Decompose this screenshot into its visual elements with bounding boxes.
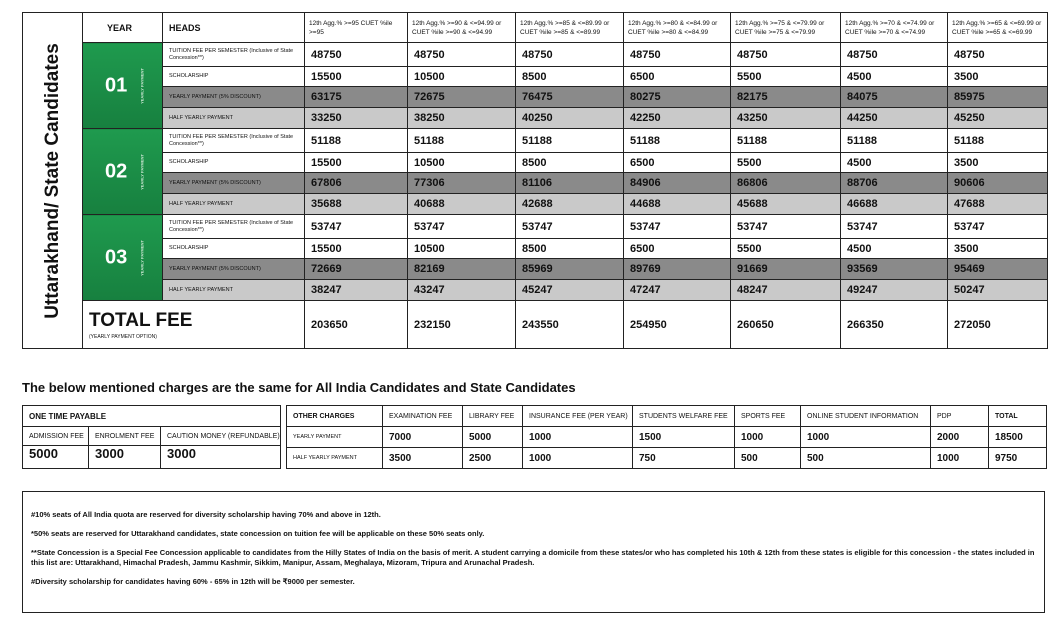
fee-value: 51188 [408, 129, 516, 153]
side-label-cell [23, 13, 83, 349]
total-fee-value: 266350 [841, 301, 948, 349]
fee-head-label: TUITION FEE PER SEMESTER (Inclusive of State Concession**) [163, 43, 305, 67]
caution-money-label: CAUTION MONEY (REFUNDABLE) [161, 427, 281, 446]
fee-value: 44250 [841, 108, 948, 129]
other-charge-value: 750 [633, 448, 735, 469]
other-charge-column: ONLINE STUDENT INFORMATION [801, 406, 931, 427]
fee-value: 53747 [948, 215, 1048, 239]
fee-value: 53747 [624, 215, 731, 239]
fee-value: 10500 [408, 153, 516, 173]
other-charge-value: 9750 [989, 448, 1047, 469]
fee-head-label: TUITION FEE PER SEMESTER (Inclusive of State Concession**) [163, 215, 305, 239]
criteria-header: 12th Agg.% >=95 CUET %ile >=95 [305, 13, 408, 43]
fee-value: 51188 [948, 129, 1048, 153]
fee-value: 42250 [624, 108, 731, 129]
fee-value: 86806 [731, 173, 841, 194]
note-diversity-scholarship: #Diversity scholarship for candidates having 60% - 65% in 12th will be ₹9000 per semester. [31, 577, 355, 586]
other-charge-column: SPORTS FEE [735, 406, 801, 427]
other-charge-value: 18500 [989, 427, 1047, 448]
fee-value: 45247 [516, 280, 624, 301]
fee-head-label: HALF YEARLY PAYMENT [163, 280, 305, 301]
notes-box [22, 491, 1045, 613]
other-charges-table [286, 405, 1046, 470]
fee-value: 90606 [948, 173, 1048, 194]
fee-value: 84075 [841, 87, 948, 108]
fee-value: 72669 [305, 259, 408, 280]
other-charge-value: 2500 [463, 448, 523, 469]
other-charge-value: 1500 [633, 427, 735, 448]
fee-value: 80275 [624, 87, 731, 108]
caution-money-value: 3000 [161, 446, 281, 469]
fee-value: 63175 [305, 87, 408, 108]
fee-value: 43247 [408, 280, 516, 301]
other-charge-value: 500 [801, 448, 931, 469]
fee-head-label: SCHOLARSHIP [163, 239, 305, 259]
fee-value: 44688 [624, 194, 731, 215]
total-fee-sub: (YEARLY PAYMENT OPTION) [89, 333, 157, 340]
fee-value: 76475 [516, 87, 624, 108]
fee-value: 53747 [516, 215, 624, 239]
one-time-payable-table [22, 405, 280, 470]
fee-value: 47688 [948, 194, 1048, 215]
fee-value: 53747 [408, 215, 516, 239]
fee-value: 48750 [516, 43, 624, 67]
fee-value: 3500 [948, 153, 1048, 173]
other-charge-value: 1000 [523, 448, 633, 469]
fee-value: 3500 [948, 239, 1048, 259]
enrolment-fee-label: ENROLMENT FEE [89, 427, 161, 446]
fee-value: 4500 [841, 239, 948, 259]
other-charge-column: PDP [931, 406, 989, 427]
fee-value: 72675 [408, 87, 516, 108]
enrolment-fee-value: 3000 [89, 446, 161, 469]
year-tag: YEARLY PAYMENT [139, 153, 145, 190]
fee-head-label: YEARLY PAYMENT (5% DISCOUNT) [163, 87, 305, 108]
year-number: 01 [105, 74, 128, 96]
criteria-header: 12th Agg.% >=85 & <=89.99 or CUET %ile >=85 & <=89.99 [516, 13, 624, 43]
year-number: 02 [105, 160, 128, 182]
other-charge-value: 1000 [523, 427, 633, 448]
fee-value: 85969 [516, 259, 624, 280]
fee-value: 51188 [731, 129, 841, 153]
fee-table [22, 12, 1047, 348]
note-uttarakhand-seats: *50% seats are reserved for Uttarakhand candidates, state concession on tuition fee will be applicable on these 50% seats only. [31, 529, 485, 538]
fee-value: 93569 [841, 259, 948, 280]
fee-value: 35688 [305, 194, 408, 215]
fee-value: 15500 [305, 67, 408, 87]
fee-value: 4500 [841, 67, 948, 87]
fee-value: 8500 [516, 67, 624, 87]
year-cell [83, 43, 163, 129]
other-charge-column: STUDENTS WELFARE FEE [633, 406, 735, 427]
other-charge-column: LIBRARY FEE [463, 406, 523, 427]
criteria-header: 12th Agg.% >=80 & <=84.99 or CUET %ile >=80 & <=84.99 [624, 13, 731, 43]
fee-value: 49247 [841, 280, 948, 301]
fee-value: 48750 [731, 43, 841, 67]
fee-value: 43250 [731, 108, 841, 129]
total-fee-value: 272050 [948, 301, 1048, 349]
other-charge-column: EXAMINATION FEE [383, 406, 463, 427]
fee-value: 53747 [731, 215, 841, 239]
fee-head-label: SCHOLARSHIP [163, 67, 305, 87]
fee-value: 42688 [516, 194, 624, 215]
fee-value: 15500 [305, 153, 408, 173]
total-fee-cell [83, 301, 305, 349]
fee-value: 8500 [516, 153, 624, 173]
fee-head-label: TUITION FEE PER SEMESTER (Inclusive of State Concession**) [163, 129, 305, 153]
criteria-header: 12th Agg.% >=70 & <=74.99 or CUET %ile >=70 & <=74.99 [841, 13, 948, 43]
fee-value: 51188 [305, 129, 408, 153]
total-fee-value: 203650 [305, 301, 408, 349]
total-fee-value: 243550 [516, 301, 624, 349]
other-charge-column: INSURANCE FEE (PER YEAR) [523, 406, 633, 427]
fee-value: 6500 [624, 153, 731, 173]
total-fee-value: 254950 [624, 301, 731, 349]
fee-value: 48750 [948, 43, 1048, 67]
fee-value: 85975 [948, 87, 1048, 108]
total-fee-value: 232150 [408, 301, 516, 349]
note-state-concession: **State Concession is a Special Fee Concession applicable to candidates from the Hilly States of India on the basis of merit. A student carrying a domicile from these states/or who has completed his 10th & 12th from these states is eligible for this concession - the states included in this list are: Uttarakhand, Himachal Pradesh, Jammu Kashmir, Sikkim, Manipur, Assam, Meghalaya, Mizoram, Tripura and Arunachal Pradesh. [31, 548, 1035, 567]
fee-value: 5500 [731, 67, 841, 87]
other-charge-row-label: YEARLY PAYMENT [287, 427, 383, 448]
fee-value: 91669 [731, 259, 841, 280]
other-charges-title: OTHER CHARGES [287, 406, 383, 427]
year-cell [83, 129, 163, 215]
fee-head-label: HALF YEARLY PAYMENT [163, 108, 305, 129]
year-cell [83, 215, 163, 301]
fee-value: 88706 [841, 173, 948, 194]
other-charge-column: TOTAL [989, 406, 1047, 427]
other-charge-row-label: HALF YEARLY PAYMENT [287, 448, 383, 469]
fee-value: 45688 [731, 194, 841, 215]
fee-value: 84906 [624, 173, 731, 194]
fee-head-label: HALF YEARLY PAYMENT [163, 194, 305, 215]
heads-header: HEADS [163, 13, 305, 43]
same-charges-title: The below mentioned charges are the same for All India Candidates and State Candidates [22, 380, 576, 395]
fee-value: 51188 [841, 129, 948, 153]
other-charge-value: 1000 [931, 448, 989, 469]
fee-value: 48750 [305, 43, 408, 67]
fee-value: 48247 [731, 280, 841, 301]
fee-value: 48750 [624, 43, 731, 67]
other-charge-value: 500 [735, 448, 801, 469]
criteria-header: 12th Agg.% >=90 & <=94.99 or CUET %ile >=90 & <=94.99 [408, 13, 516, 43]
fee-value: 47247 [624, 280, 731, 301]
fee-value: 95469 [948, 259, 1048, 280]
fee-head-label: YEARLY PAYMENT (5% DISCOUNT) [163, 173, 305, 194]
fee-head-label: SCHOLARSHIP [163, 153, 305, 173]
fee-value: 10500 [408, 239, 516, 259]
fee-value: 6500 [624, 67, 731, 87]
year-number: 03 [105, 246, 128, 268]
fee-value: 77306 [408, 173, 516, 194]
other-charge-value: 7000 [383, 427, 463, 448]
fee-value: 48750 [841, 43, 948, 67]
fee-value: 4500 [841, 153, 948, 173]
fee-value: 82175 [731, 87, 841, 108]
admission-fee-value: 5000 [23, 446, 89, 469]
fee-value: 40688 [408, 194, 516, 215]
criteria-header: 12th Agg.% >=75 & <=79.99 or CUET %ile >=75 & <=79.99 [731, 13, 841, 43]
year-tag: YEARLY PAYMENT [139, 67, 145, 104]
fee-value: 67806 [305, 173, 408, 194]
fee-value: 46688 [841, 194, 948, 215]
fee-value: 81106 [516, 173, 624, 194]
fee-value: 5500 [731, 239, 841, 259]
fee-value: 38247 [305, 280, 408, 301]
fee-value: 45250 [948, 108, 1048, 129]
fee-value: 51188 [624, 129, 731, 153]
fee-value: 53747 [305, 215, 408, 239]
criteria-header: 12th Agg.% >=65 & <=69.99 or CUET %ile >=65 & <=69.99 [948, 13, 1048, 43]
fee-head-label: YEARLY PAYMENT (5% DISCOUNT) [163, 259, 305, 280]
fee-value: 15500 [305, 239, 408, 259]
fee-value: 89769 [624, 259, 731, 280]
other-charge-value: 3500 [383, 448, 463, 469]
other-charge-value: 1000 [801, 427, 931, 448]
fee-value: 53747 [841, 215, 948, 239]
fee-value: 8500 [516, 239, 624, 259]
admission-fee-label: ADMISSION FEE [23, 427, 89, 446]
fee-value: 10500 [408, 67, 516, 87]
fee-value: 50247 [948, 280, 1048, 301]
year-header: YEAR [83, 13, 163, 43]
fee-value: 3500 [948, 67, 1048, 87]
fee-value: 38250 [408, 108, 516, 129]
year-tag: YEARLY PAYMENT [139, 239, 145, 276]
other-charge-value: 1000 [735, 427, 801, 448]
fee-value: 6500 [624, 239, 731, 259]
fee-value: 48750 [408, 43, 516, 67]
side-label: Uttarakhand/ State Candidates [42, 42, 63, 319]
note-diversity-quota: #10% seats of All India quota are reserved for diversity scholarship having 70% and above in 12th. [31, 510, 381, 519]
one-time-title: ONE TIME PAYABLE [23, 406, 281, 427]
other-charge-value: 2000 [931, 427, 989, 448]
fee-value: 82169 [408, 259, 516, 280]
fee-value: 5500 [731, 153, 841, 173]
fee-value: 40250 [516, 108, 624, 129]
other-charge-value: 5000 [463, 427, 523, 448]
fee-value: 51188 [516, 129, 624, 153]
total-fee-label: TOTAL FEE [89, 309, 193, 331]
fee-value: 33250 [305, 108, 408, 129]
total-fee-value: 260650 [731, 301, 841, 349]
